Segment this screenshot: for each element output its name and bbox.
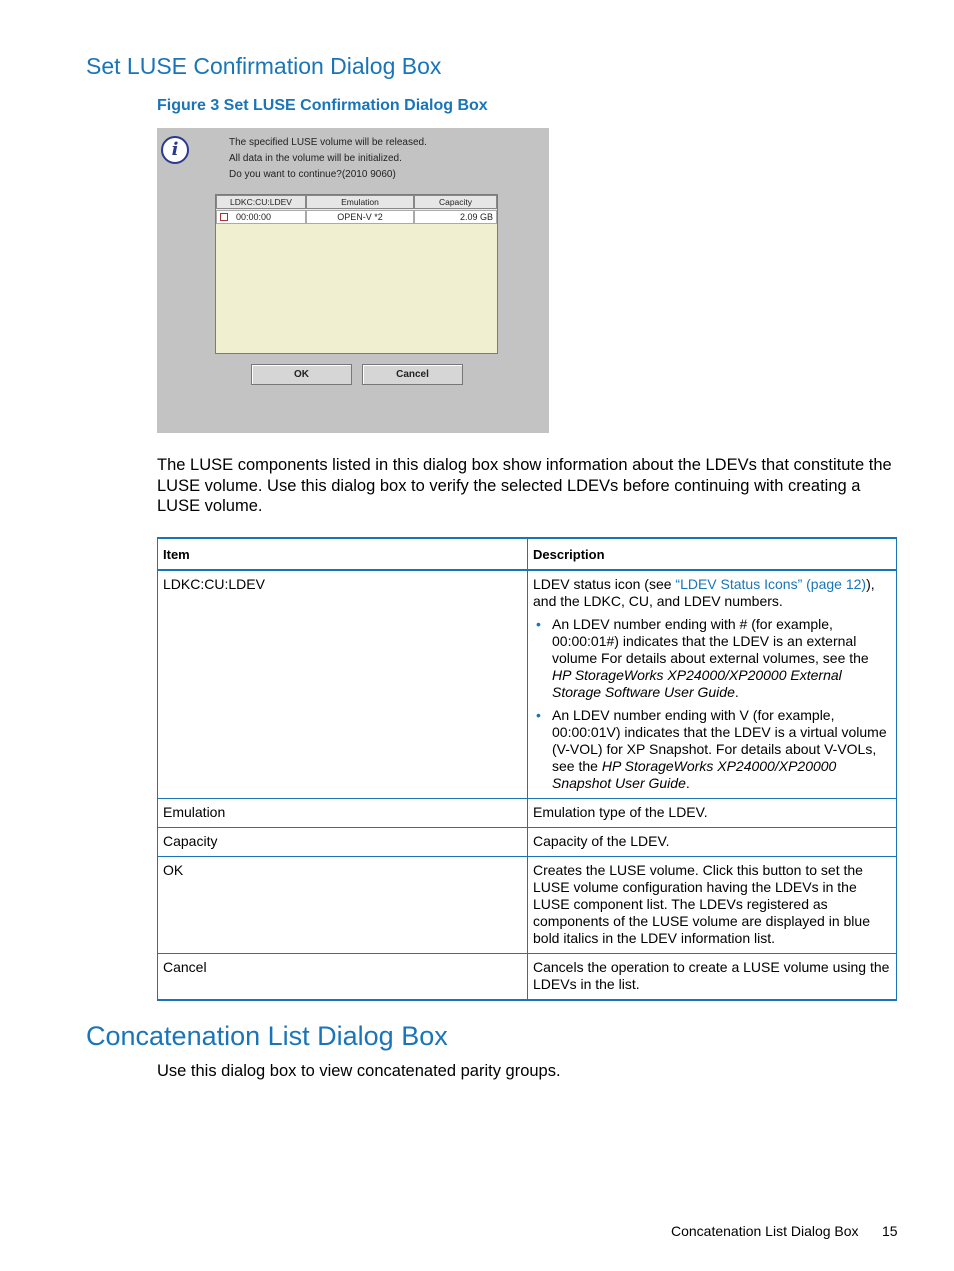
ldkc-description <box>533 576 891 610</box>
column-header-capacity[interactable]: Capacity <box>414 195 497 209</box>
cell-ldev <box>216 210 306 224</box>
row-description <box>528 570 897 799</box>
bullet-item <box>533 616 891 701</box>
cell-ldev-text: 00:00:00 <box>236 212 272 222</box>
row-description: Creates the LUSE volume. Click this button to set the LUSE volume configuration having the LDEVs in the LUSE component list. The LDEVs registered as components of the LUSE volume are displayed in blue bold italics in the LDEV information list. <box>528 857 897 954</box>
table-row <box>158 799 897 828</box>
footer-title: Concatenation List Dialog Box <box>671 1223 859 1239</box>
row-description: Emulation type of the LDEV. <box>528 799 897 828</box>
table-row <box>158 857 897 954</box>
row-description: Cancels the operation to create a LUSE volume using the LDEVs in the list. <box>528 954 897 1001</box>
section2-paragraph: Use this dialog box to view concatenated parity groups. <box>157 1062 561 1080</box>
dialog-screenshot <box>157 128 549 433</box>
ldev-status-icon <box>220 213 228 221</box>
table-header-row <box>158 538 897 570</box>
bullet-text: An LDEV number ending with V (for example, 00:00:01V) indicates that the LDEV is a virtual volume (V-VOL) for XP Snapshot. For details about V-VOLs, see the <box>552 707 887 774</box>
section-title: Set LUSE Confirmation Dialog Box <box>86 53 442 79</box>
dialog-message-line: Do you want to continue?(2010 9060) <box>229 169 396 180</box>
desc-text: LDEV status icon (see <box>533 576 676 592</box>
section2-title: Concatenation List Dialog Box <box>86 1021 448 1051</box>
intro-paragraph: The LUSE components listed in this dialog box show information about the LDEVs that constitute the LUSE volume. Use this dialog box to verify the selected LDEVs before continuing with creating a LUSE volume. <box>157 456 892 515</box>
cancel-button[interactable]: Cancel <box>362 364 463 385</box>
bullet-text: . <box>734 684 739 700</box>
dialog-message-line: All data in the volume will be initialized. <box>229 153 402 164</box>
row-description: Capacity of the LDEV. <box>528 828 897 857</box>
ok-button[interactable]: OK <box>251 364 352 385</box>
column-header-ldev[interactable]: LDKC:CU:LDEV <box>216 195 306 209</box>
table-row <box>158 570 897 799</box>
bullet-text: . <box>685 775 690 791</box>
table-row <box>158 954 897 1001</box>
row-item: Emulation <box>158 799 528 828</box>
bullet-icon: • <box>536 616 541 632</box>
row-item: Cancel <box>158 954 528 1001</box>
table-row <box>158 828 897 857</box>
bullet-guide-title: HP StorageWorks XP24000/XP20000 Snapshot User Guide <box>552 758 837 791</box>
row-item: Capacity <box>158 828 528 857</box>
row-item: LDKC:CU:LDEV <box>158 570 528 799</box>
cell-emulation: OPEN-V *2 <box>306 210 414 224</box>
row-item: OK <box>158 857 528 954</box>
dialog-message-line: The specified LUSE volume will be released. <box>229 137 427 148</box>
dialog-message <box>229 135 427 183</box>
cell-capacity: 2.09 GB <box>414 210 497 224</box>
list-header <box>216 195 497 209</box>
list-row[interactable] <box>216 210 497 224</box>
header-description: Description <box>528 538 897 570</box>
column-header-emulation[interactable]: Emulation <box>306 195 414 209</box>
bullet-icon: • <box>536 707 541 723</box>
figure-caption: Figure 3 Set LUSE Confirmation Dialog Box <box>157 97 488 114</box>
header-item: Item <box>158 538 528 570</box>
bullet-guide-title: HP StorageWorks XP24000/XP20000 External Storage Software User Guide <box>552 667 842 700</box>
page-number: 15 <box>882 1223 898 1239</box>
ldev-status-icons-link[interactable]: “LDEV Status Icons” (page 12) <box>675 576 867 592</box>
bullet-text: An LDEV number ending with # (for example, 00:00:01#) indicates that the LDEV is an external volume For details about external volumes, see the <box>552 616 869 666</box>
description-table <box>157 537 897 1001</box>
luse-component-list[interactable] <box>215 194 498 354</box>
desc-text: ), and the LDKC, CU, and LDEV numbers. <box>533 576 875 609</box>
info-icon: i <box>161 136 189 164</box>
bullet-item <box>533 707 891 792</box>
